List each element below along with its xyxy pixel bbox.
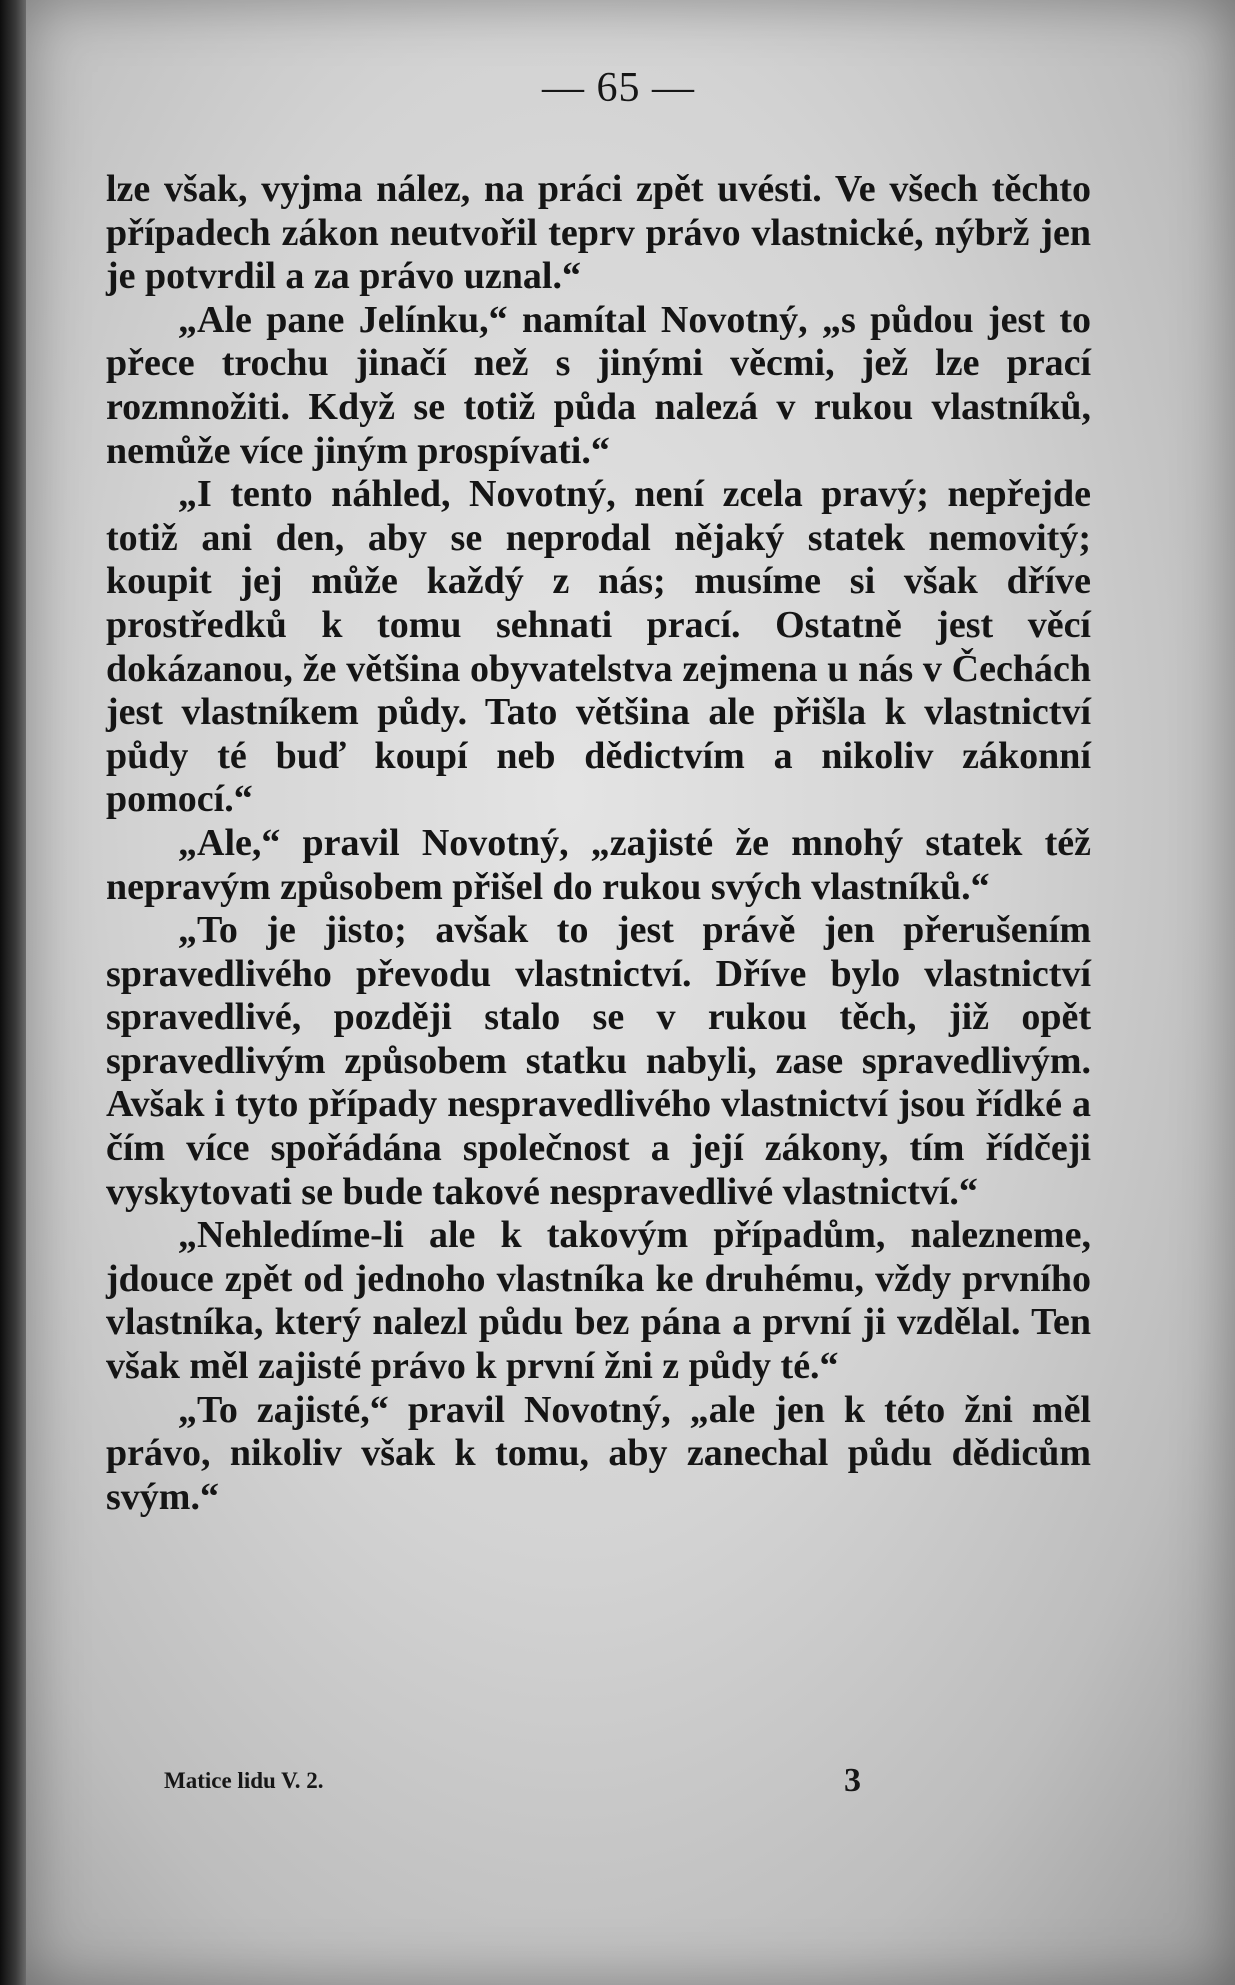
page-body-text [106, 168, 1091, 1519]
footer-sheet-number: 3 [844, 1762, 861, 1799]
paragraph-6: „Nehledíme-li ale k takovým případům, nalezneme, jdouce zpět od jednoho vlastníka ke druhému, vždy prvního vlastníka, který nalezl půdu bez pána a první ji vzdělal. Ten však měl zajisté právo k první žni z půdy té.“ [106, 1214, 1091, 1388]
footer-signature: Matice lidu V. 2. [164, 1768, 324, 1793]
book-spine-edge [0, 0, 26, 1985]
paragraph-2: „Ale pane Jelínku,“ namítal Novotný, „s půdou jest to přece trochu jinačí než s jinými věcmi, jež lze prací rozmnožiti. Když se totiž půda nalezá v rukou vlastníků, nemůže více jiným prospívati.“ [106, 298, 1091, 472]
page-footer [126, 1762, 886, 1802]
book-page [26, 0, 1235, 1985]
paragraph-1: lze však, vyjma nález, na práci zpět uvésti. Ve všech těchto případech zákon neutvořil teprv právo vlastnické, nýbrž jen je potvrdil a za právo uznal.“ [106, 168, 1091, 298]
paragraph-4: „Ale,“ pravil Novotný, „zajisté že mnohý statek též nepravým způsobem přišel do rukou svých vlastníků.“ [106, 821, 1091, 908]
paragraph-3: „I tento náhled, Novotný, není zcela pravý; nepřejde totiž ani den, aby se neprodal nějaký statek nemovitý; koupit jej může každý z nás; musíme si však dříve prostředků k tomu sehnati prací. Ostatně jest věcí dokázanou, že většina obyvatelstva zejmena u nás v Čechách jest vlastníkem půdy. Tato většina ale přišla k vlastnictví půdy té buď koupí neb dědictvím a nikoliv zákonní pomocí.“ [106, 473, 1091, 821]
page-number: — 65 — [542, 65, 695, 111]
paragraph-5: „To je jisto; avšak to jest právě jen přerušením spravedlivého převodu vlastnictví. Dříve bylo vlastnictví spravedlivé, později stalo se v rukou těch, již opět spravedlivým způsobem statku nabyli, zase spravedlivým. Avšak i tyto případy nespravedlivého vlastnictví jsou řídké a čím více spořádána společnost a její zákony, tím řídčeji vyskytovati se bude takové nespravedlivé vlastnictví.“ [106, 909, 1091, 1213]
paragraph-7: „To zajisté,“ pravil Novotný, „ale jen k této žni měl právo, nikoliv však k tomu, aby zanechal půdu dědicům svým.“ [106, 1388, 1091, 1518]
